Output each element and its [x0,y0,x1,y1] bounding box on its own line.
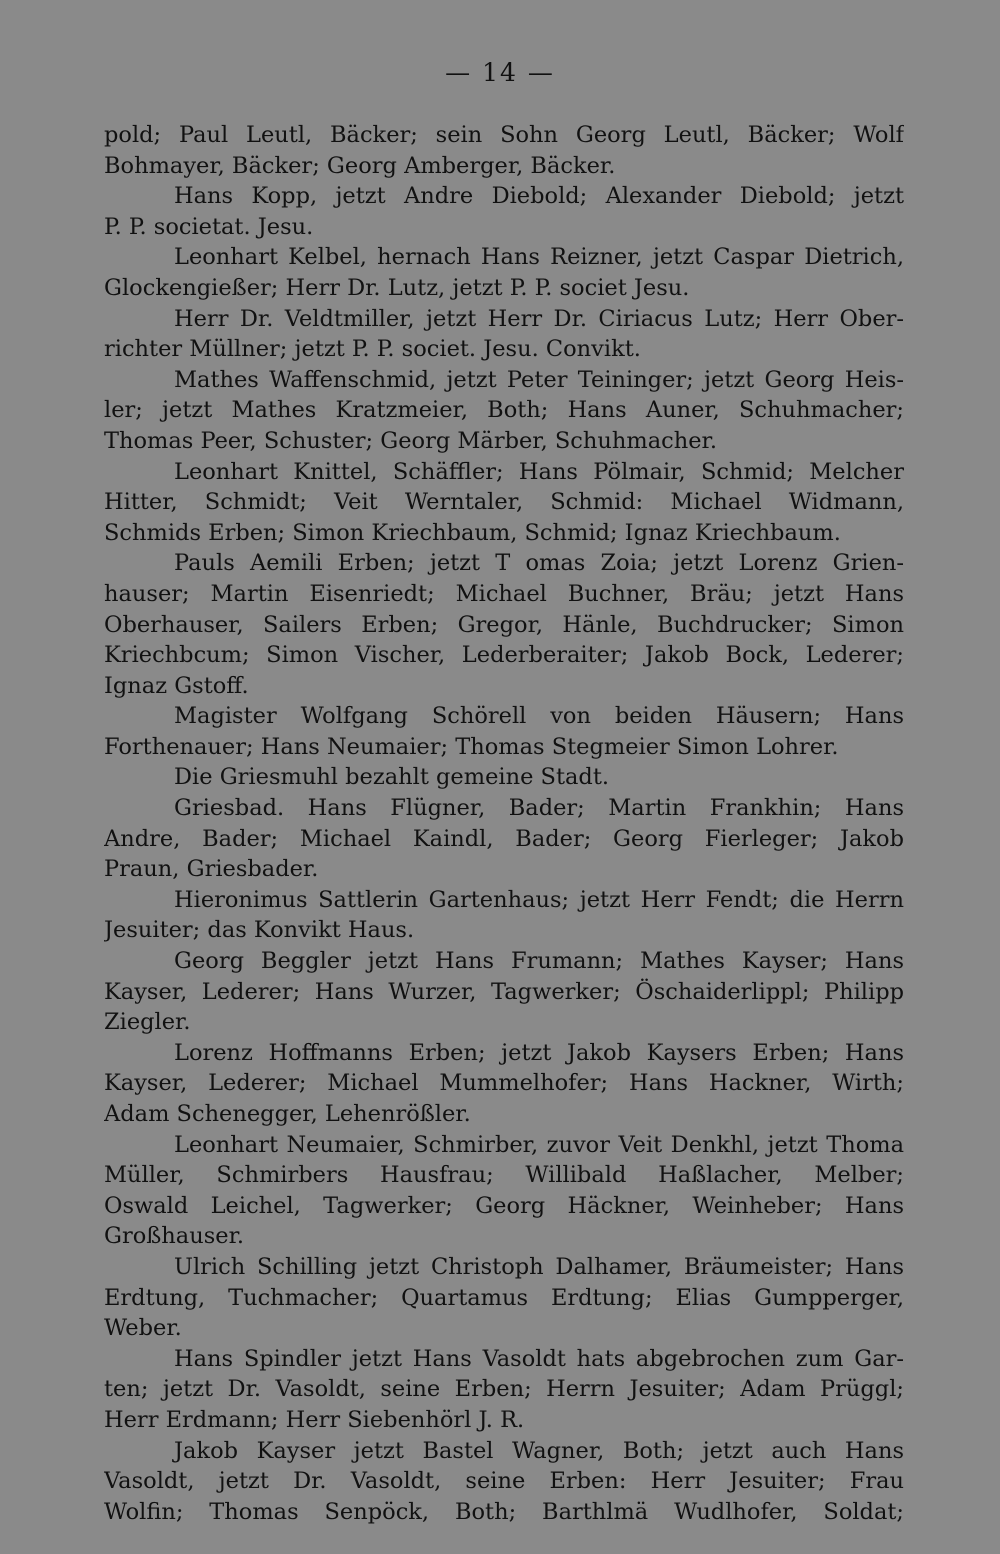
body-text [104,120,904,1527]
text-line: ten; jetzt Dr. Vasoldt, seine Erben; Herrn Jesuiter; Adam Prüggl; [104,1376,904,1403]
text-line: Jakob Kayser jetzt Bastel Wagner, Both; jetzt auch Hans [174,1437,904,1464]
text-line: Leonhart Neumaier, Schmirber, zuvor Veit Denkhl, jetzt Thoma [174,1131,904,1158]
text-line: Leonhart Kelbel, hernach Hans Reizner, jetzt Caspar Dietrich, [174,244,904,271]
text-line: pold; Paul Leutl, Bäcker; sein Sohn Georg Leutl, Bäcker; Wolf [104,122,904,148]
text-line: Hans Spindler jetzt Hans Vasoldt hats abgebrochen zum Gar- [174,1345,904,1372]
text-line: Wolfin; Thomas Senpöck, Both; Barthlmä Wudlhofer, Soldat; [104,1498,904,1525]
page-number: — 14 — [445,58,555,87]
text-line: Bohmayer, Bäcker; Georg Amberger, Bäcker. [104,152,616,179]
text-line: Müller, Schmirbers Hausfrau; Willibald Haßlacher, Melber; [104,1162,904,1189]
text-line: Ulrich Schilling jetzt Christoph Dalhamer, Bräumeister; Hans [174,1253,904,1280]
text-line: Großhauser. [104,1223,244,1250]
text-line: ler; jetzt Mathes Kratzmeier, Both; Hans Auner, Schuhmacher; [104,397,904,424]
text-line: Lorenz Hoffmanns Erben; jetzt Jakob Kaysers Erben; Hans [174,1039,904,1066]
text-line: Hieronimus Sattlerin Gartenhaus; jetzt Herr Fendt; die Herrn [174,886,904,913]
text-line: Adam Schenegger, Lehenrößler. [104,1101,471,1127]
text-line: Kayser, Lederer; Michael Mummelhofer; Hans Hackner, Wirth; [104,1070,904,1097]
text-line: Oswald Leichel, Tagwerker; Georg Häckner, Weinheber; Hans [104,1192,904,1219]
text-line: Kayser, Lederer; Hans Wurzer, Tagwerker; Öschaiderlippl; Philipp [104,978,904,1005]
text-line: Hitter, Schmidt; Veit Werntaler, Schmid: Michael Widmann, [104,489,904,516]
text-line: Griesbad. Hans Flügner, Bader; Martin Frankhin; Hans [174,795,904,822]
text-line: richter Müllner; jetzt P. P. societ. Jesu. Convikt. [104,336,641,363]
text-line: Vasoldt, jetzt Dr. Vasoldt, seine Erben: Herr Jesuiter; Frau [104,1468,904,1495]
text-line: Die Griesmuhl bezahlt gemeine Stadt. [174,764,610,791]
text-line: Thomas Peer, Schuster; Georg Märber, Schuhmacher. [104,427,717,454]
text-line: Jesuiter; das Konvikt Haus. [104,917,415,944]
text-line: Kriechbcum; Simon Vischer, Lederberaiter; Jakob Bock, Lederer; [104,642,904,669]
text-line: Ignaz Gstoff. [104,672,249,699]
text-line: Herr Erdmann; Herr Siebenhörl J. R. [104,1406,525,1433]
text-line: Erdtung, Tuchmacher; Quartamus Erdtung; Elias Gumpperger, [104,1284,904,1311]
text-line: Forthenauer; Hans Neumaier; Thomas Stegmeier Simon Lohrer. [104,733,839,760]
text-line: Hans Kopp, jetzt Andre Diebold; Alexander Diebold; jetzt [174,183,904,210]
text-line: Pauls Aemili Erben; jetzt T omas Zoia; jetzt Lorenz Grien- [174,550,904,577]
text-line: Schmids Erben; Simon Kriechbaum, Schmid; Ignaz Kriechbaum. [104,519,841,546]
text-line: Georg Beggler jetzt Hans Frumann; Mathes Kayser; Hans [174,948,904,975]
text-line: Herr Dr. Veldtmiller, jetzt Herr Dr. Ciriacus Lutz; Herr Ober- [174,305,904,332]
text-line: Ziegler. [104,1009,191,1036]
text-line: Weber. [104,1315,182,1342]
text-line: Praun, Griesbader. [104,856,319,883]
text-line: Leonhart Knittel, Schäffler; Hans Pölmair, Schmid; Melcher [174,458,904,485]
text-line: Andre, Bader; Michael Kaindl, Bader; Georg Fierleger; Jakob [104,825,904,852]
text-line: Magister Wolfgang Schörell von beiden Häusern; Hans [174,703,904,730]
text-line: Glockengießer; Herr Dr. Lutz, jetzt P. P. societ Jesu. [104,274,690,301]
text-line: P. P. societat. Jesu. [104,213,314,240]
text-line: hauser; Martin Eisenriedt; Michael Buchner, Bräu; jetzt Hans [104,580,904,607]
text-line: Mathes Waffenschmid, jetzt Peter Teininger; jetzt Georg Heis- [174,366,904,393]
text-line: Oberhauser, Sailers Erben; Gregor, Hänle, Buchdrucker; Simon [104,611,904,638]
